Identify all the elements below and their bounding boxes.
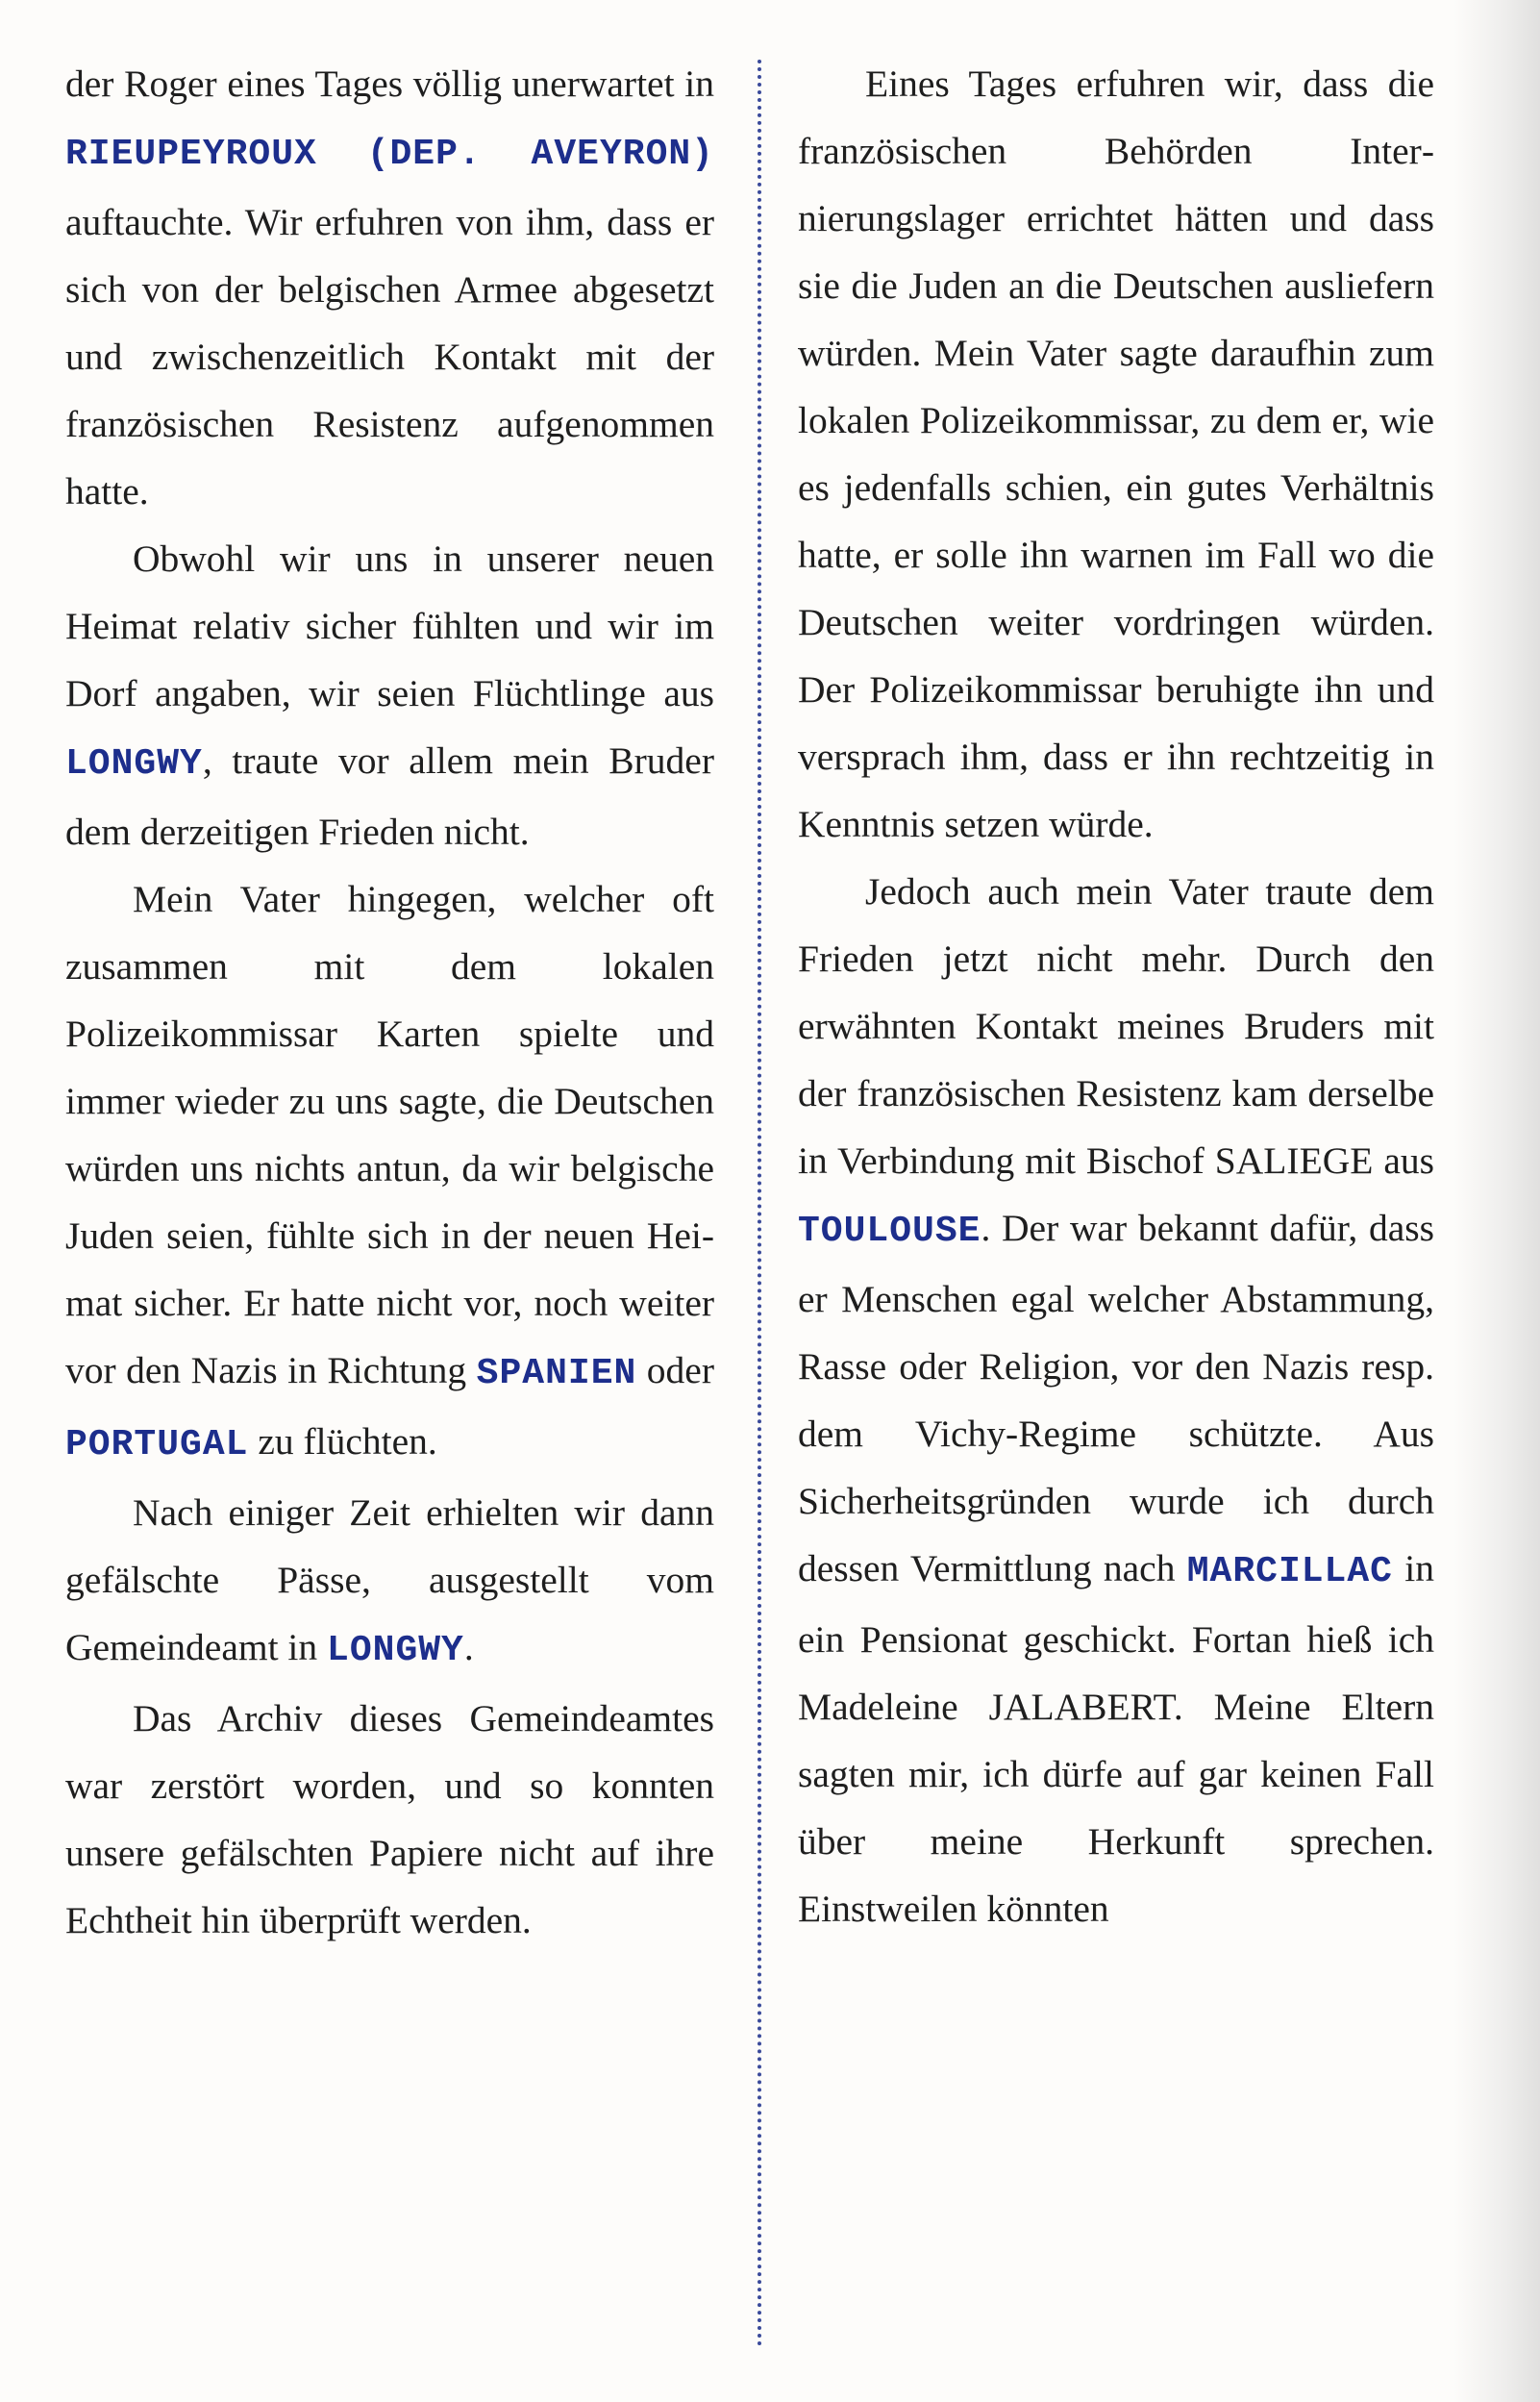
place-name: TOULOUSE [798, 1211, 981, 1252]
text: oder [636, 1349, 714, 1391]
text: , traute vor allem mein Bruder dem derzeitigen Frieden nicht. [65, 739, 714, 853]
text: in ein Pensionat geschickt. Fortan hieß ich Madeleine JALABERT. Meine Eltern sagten mir, ich dürfe auf gar keinen Fall über meine Herkunft sprechen. Einstweilen könnten [798, 1547, 1434, 1930]
column-divider [758, 60, 761, 2348]
place-name: SPANIEN [476, 1353, 637, 1394]
paragraph [798, 50, 1434, 858]
paragraph [65, 1479, 714, 1685]
text: Obwohl wir uns in unserer neuen Heimat relativ sicher fühlten und wir im Dorf angaben, wir seien Flüchtlinge aus [65, 538, 714, 714]
text: Das Archiv dieses Gemeindeamtes war zerstört worden, und so konnten unsere gefälschten Papiere nicht auf ihre Echtheit hin überprüft werden. [65, 1697, 714, 1941]
place-name: MARCILLAC [1186, 1551, 1393, 1592]
text: auftauchte. Wir erfuhren von ihm, dass er sich von der belgischen Armee abgesetzt und zwischenzeitlich Kontakt mit der französischen Resistenz aufgenommen hatte. [65, 201, 714, 513]
text: Mein Vater hingegen, welcher oft zusammen mit dem lokalen Polizeikommissar Karten spielte und immer wieder zu uns sagte, die Deutschen würden uns nichts antun, da wir belgische Juden seien, fühlte sich in der neuen Heimat sicher. Er hatte nicht vor, noch weiter vor den Nazis in Richtung [65, 878, 714, 1391]
paragraph [65, 50, 714, 525]
page-edge-shadow [1453, 0, 1540, 2402]
place-name: LONGWY [327, 1630, 464, 1671]
paragraph [65, 1685, 714, 1954]
paragraph [798, 858, 1434, 1942]
text: . [463, 1626, 474, 1668]
right-column [798, 50, 1434, 1942]
paragraph [65, 865, 714, 1479]
place-name: RIEUPEYROUX (DEP. AVEYRON) [65, 134, 714, 175]
text: zu flüchten. [248, 1420, 437, 1463]
place-name: LONGWY [65, 743, 203, 785]
paragraph [65, 525, 714, 865]
left-column [65, 50, 714, 1954]
text: der Roger eines Tages völlig unerwartet in [65, 63, 714, 105]
text: Nach einiger Zeit erhielten wir dann gefälschte Pässe, ausgestellt vom Gemeindeamt in [65, 1491, 714, 1668]
text: Eines Tages erfuhren wir, dass die französischen Behörden Internierungslager errichtet hätten und dass sie die Juden an die Deutschen ausliefern würden. Mein Vater sagte daraufhin zum lokalen Polizeikommissar, zu dem er, wie es jedenfalls schien, ein gutes Verhältnis hatte, er solle ihn warnen im Fall wo die Deutschen weiter vordringen würden. Der Polizeikommissar beruhigte ihn und versprach ihm, dass er ihn rechtzeitig in Kenntnis setzen würde. [798, 63, 1434, 845]
text: . Der war bekannt dafür, dass er Menschen egal welcher Abstammung, Rasse oder Religion, vor den Nazis resp. dem Vichy-Regime schützte. Aus Sicherheitsgründen wurde ich durch dessen Vermittlung nach [798, 1207, 1434, 1589]
place-name: PORTUGAL [65, 1424, 249, 1465]
text: Jedoch auch mein Vater traute dem Frieden jetzt nicht mehr. Durch den erwähnten Kontakt meines Bruders mit der französischen Resistenz kam derselbe in Verbindung mit Bischof SALIEGE aus [798, 870, 1434, 1182]
